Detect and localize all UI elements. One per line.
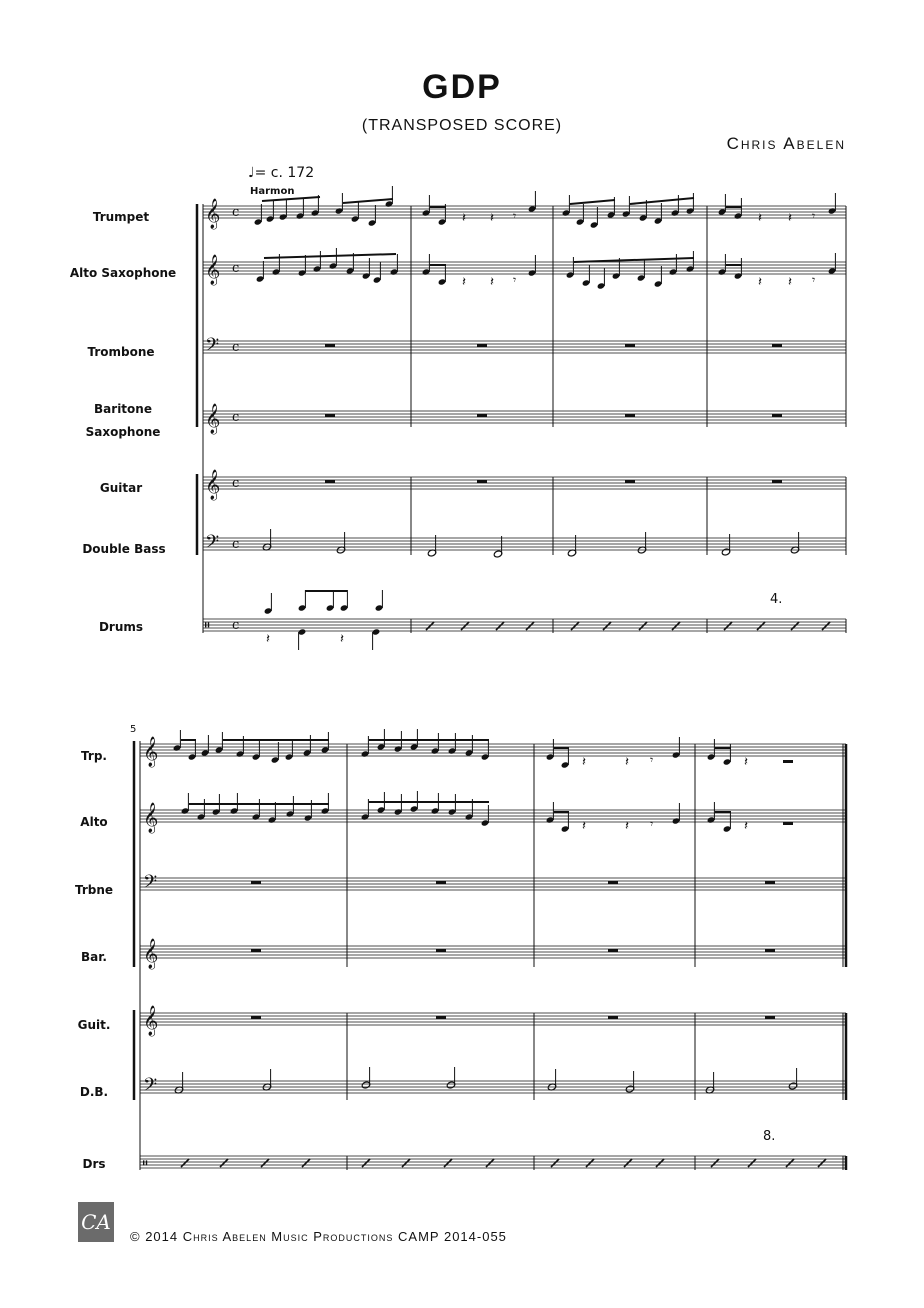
copyright-notice: © 2014 Chris Abelen Music Productions CAMP 2014-055 <box>130 1229 507 1244</box>
whole-rest <box>251 1016 261 1019</box>
clef-bar: 𝄞 <box>143 939 159 969</box>
tempo-marking: ♩= c. 172 <box>248 165 315 181</box>
whole-rest <box>608 881 618 884</box>
beam-trumpet <box>262 197 320 201</box>
clef-db: 𝄢 <box>143 1075 158 1100</box>
whole-rest <box>772 344 782 347</box>
whole-rest <box>765 881 775 884</box>
drum-slash <box>444 1159 452 1167</box>
drum-slash <box>362 1159 370 1167</box>
time-signature-guitar: c <box>232 476 240 491</box>
beam-trumpet <box>570 200 615 204</box>
percussion-clef: 𝄥 <box>143 1156 148 1172</box>
drum-slash <box>220 1159 228 1167</box>
score-subtitle: (TRANSPOSED SCORE) <box>361 117 563 134</box>
measure-number: 5 <box>130 724 137 735</box>
beam-trumpet <box>343 199 393 203</box>
drum-slash <box>791 622 799 630</box>
whole-rest <box>477 414 487 417</box>
rehearsal-number-4: 4. <box>770 592 783 607</box>
drum-slash <box>624 1159 632 1167</box>
whole-rest <box>608 1016 618 1019</box>
percussion-clef: 𝄥 <box>205 618 210 634</box>
instrument-label-baritone-sax: Baritone Saxophone <box>85 402 161 439</box>
publisher-logo: CA <box>78 1202 114 1242</box>
drum-slash <box>656 1159 664 1167</box>
rest-alto: 𝄾 <box>812 273 816 287</box>
clef-alto: 𝄞 <box>205 255 221 285</box>
whole-rest <box>765 949 775 952</box>
rest-alto: 𝄽 <box>490 275 494 290</box>
instrument-label-alto: Alto <box>80 815 108 829</box>
mute-marking: Harmon <box>250 186 295 197</box>
whole-rest <box>325 344 335 347</box>
whole-rest <box>608 949 618 952</box>
drum-slash <box>302 1159 310 1167</box>
whole-rest <box>325 414 335 417</box>
whole-rest <box>251 881 261 884</box>
instrument-label-trp: Trp. <box>81 749 107 763</box>
beam-trumpet <box>630 198 694 204</box>
drum-slash <box>822 622 830 630</box>
whole-rest <box>772 480 782 483</box>
time-signature-drums: c <box>232 618 240 633</box>
whole-rest <box>436 949 446 952</box>
drum-slash <box>461 622 469 630</box>
rest-trumpet: 𝄽 <box>788 211 792 226</box>
rest-trumpet: 𝄾 <box>513 209 517 223</box>
rest-trp: 𝄽 <box>625 755 629 770</box>
score-title: GDP <box>422 68 502 106</box>
rest-trumpet: 𝄾 <box>812 209 816 223</box>
instrument-label-drs: Drs <box>82 1157 106 1171</box>
instrument-label-db: D.B. <box>79 1085 109 1099</box>
rest-alto: 𝄽 <box>758 275 762 290</box>
drum-slash <box>786 1159 794 1167</box>
rest-trumpet: 𝄽 <box>462 211 466 226</box>
instrument-label-alto-sax: Alto Saxophone <box>69 266 177 280</box>
instrument-label-trumpet: Trumpet <box>92 210 150 224</box>
whole-rest <box>625 480 635 483</box>
whole-rest <box>477 480 487 483</box>
drum-slash <box>402 1159 410 1167</box>
rehearsal-number-8: 8. <box>763 1129 776 1144</box>
whole-rest <box>772 414 782 417</box>
rest-alto: 𝄽 <box>462 275 466 290</box>
time-signature-bass: c <box>232 537 240 552</box>
drum-slash <box>711 1159 719 1167</box>
drum-slash <box>496 622 504 630</box>
time-signature-trombone: c <box>232 340 240 355</box>
clef-alto2: 𝄞 <box>143 803 159 833</box>
clef-guit: 𝄞 <box>143 1006 159 1036</box>
drum-slash <box>639 622 647 630</box>
instrument-label-guitar: Guitar <box>99 481 143 495</box>
clef-trombone: 𝄢 <box>205 335 220 360</box>
whole-rest <box>251 949 261 952</box>
whole-rest <box>436 1016 446 1019</box>
drum-slash <box>426 622 434 630</box>
time-signature-alto: c <box>232 261 240 276</box>
clef-trumpet: 𝄞 <box>205 199 221 229</box>
rest-drums: 𝄽 <box>340 632 344 647</box>
instrument-label-guit: Guit. <box>77 1018 111 1032</box>
clef-guitar: 𝄞 <box>205 470 221 500</box>
instrument-label-bar: Bar. <box>80 950 107 964</box>
clef-bass: 𝄢 <box>205 532 220 557</box>
beam-alto <box>264 254 396 258</box>
rest-alto2: 𝄽 <box>744 819 748 834</box>
rest-alto2: 𝄽 <box>625 819 629 834</box>
rest-trumpet: 𝄽 <box>758 211 762 226</box>
drum-slash <box>486 1159 494 1167</box>
half-rest-trp <box>783 760 793 763</box>
whole-rest <box>436 881 446 884</box>
time-signature-trumpet: c <box>232 205 240 220</box>
instrument-label-trombone: Trombone <box>87 345 155 359</box>
drum-slash <box>261 1159 269 1167</box>
drum-slash <box>526 622 534 630</box>
rest-alto2: 𝄾 <box>650 817 654 831</box>
rest-alto: 𝄾 <box>513 273 517 287</box>
whole-rest <box>625 414 635 417</box>
rest-trp: 𝄽 <box>582 755 586 770</box>
drum-slash <box>586 1159 594 1167</box>
instrument-label-drums: Drums <box>98 620 144 634</box>
drum-slash <box>551 1159 559 1167</box>
instrument-label-double-bass: Double Bass <box>82 542 166 556</box>
whole-rest <box>477 344 487 347</box>
rest-alto2: 𝄽 <box>582 819 586 834</box>
rest-trp: 𝄽 <box>744 755 748 770</box>
rest-trp: 𝄾 <box>650 753 654 767</box>
rest-trumpet: 𝄽 <box>490 211 494 226</box>
half-rest-alto2 <box>783 822 793 825</box>
drum-slash <box>571 622 579 630</box>
clef-trp: 𝄞 <box>143 737 159 767</box>
whole-rest <box>325 480 335 483</box>
time-signature-bari: c <box>232 410 240 425</box>
drum-slash <box>724 622 732 630</box>
drum-slash <box>818 1159 826 1167</box>
instrument-label-trbne: Trbne <box>74 883 114 897</box>
drum-slash <box>757 622 765 630</box>
whole-rest <box>765 1016 775 1019</box>
drum-slash <box>603 622 611 630</box>
drum-slash <box>672 622 680 630</box>
drum-slash <box>748 1159 756 1167</box>
rest-alto: 𝄽 <box>788 275 792 290</box>
clef-trbne: 𝄢 <box>143 872 158 897</box>
rest-drums: 𝄽 <box>266 632 270 647</box>
whole-rest <box>625 344 635 347</box>
clef-bari: 𝄞 <box>205 404 221 434</box>
composer-name: Chris Abelen <box>726 134 846 153</box>
drum-slash <box>181 1159 189 1167</box>
